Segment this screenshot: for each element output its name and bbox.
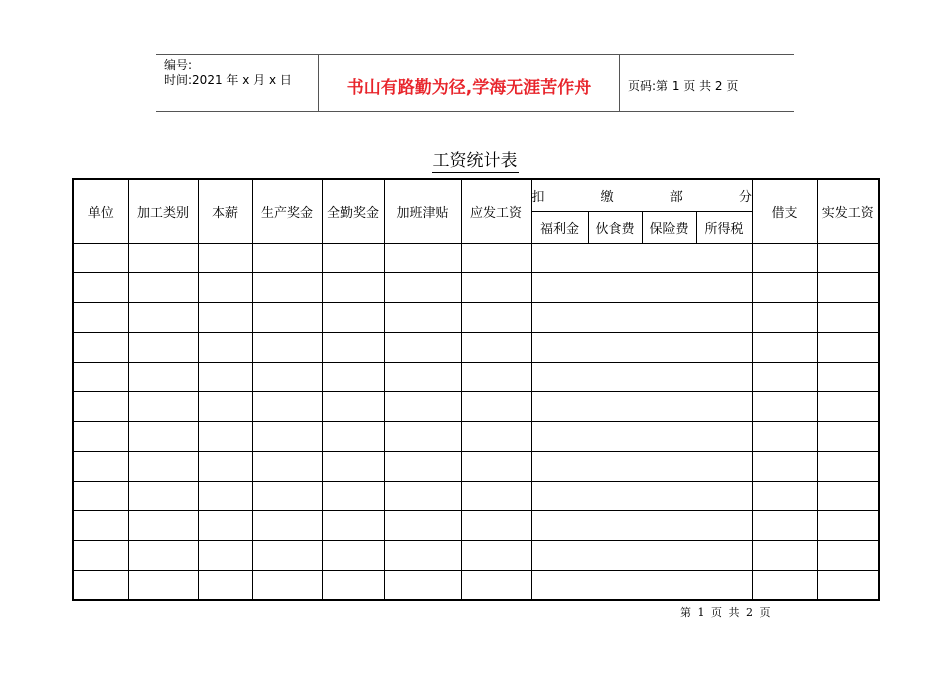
table-cell bbox=[73, 422, 128, 452]
table-cell bbox=[817, 541, 879, 571]
document-header bbox=[156, 54, 794, 112]
table-cell bbox=[322, 570, 384, 600]
table-cell bbox=[384, 570, 461, 600]
table-cell bbox=[128, 511, 198, 541]
table-cell bbox=[531, 481, 752, 511]
table-cell bbox=[73, 332, 128, 362]
table-cell bbox=[531, 451, 752, 481]
table-cell bbox=[252, 273, 322, 303]
table-cell bbox=[252, 451, 322, 481]
table-cell bbox=[322, 422, 384, 452]
table-row bbox=[73, 303, 879, 333]
table-cell bbox=[252, 570, 322, 600]
table-row bbox=[73, 451, 879, 481]
table-cell bbox=[198, 541, 252, 571]
table-cell bbox=[322, 541, 384, 571]
table-cell bbox=[384, 481, 461, 511]
table-cell bbox=[198, 303, 252, 333]
column-header-deductions: 扣 缴 部 分 bbox=[531, 179, 752, 211]
table-row bbox=[73, 511, 879, 541]
table-cell bbox=[461, 481, 531, 511]
table-cell bbox=[752, 303, 817, 333]
table-cell bbox=[384, 422, 461, 452]
table-row bbox=[73, 570, 879, 600]
table-cell bbox=[531, 511, 752, 541]
table-cell bbox=[198, 422, 252, 452]
table-cell bbox=[198, 511, 252, 541]
table-cell bbox=[73, 570, 128, 600]
table-row bbox=[73, 243, 879, 273]
document-number-label: 编号: bbox=[164, 58, 193, 72]
table-cell bbox=[73, 273, 128, 303]
column-header-meals: 伙食费 bbox=[588, 211, 642, 243]
table-cell bbox=[752, 481, 817, 511]
column-header-insurance: 保险费 bbox=[642, 211, 696, 243]
table-cell bbox=[461, 570, 531, 600]
table-cell bbox=[198, 570, 252, 600]
document-time-label: 时间:2021 年 x 月 x 日 bbox=[164, 73, 292, 87]
table-cell bbox=[384, 332, 461, 362]
table-cell bbox=[817, 511, 879, 541]
table-cell bbox=[252, 303, 322, 333]
table-cell bbox=[461, 273, 531, 303]
table-cell bbox=[198, 362, 252, 392]
table-cell bbox=[531, 570, 752, 600]
table-cell bbox=[73, 243, 128, 273]
table-cell bbox=[752, 243, 817, 273]
table-cell bbox=[384, 303, 461, 333]
table-cell bbox=[73, 392, 128, 422]
page-footer: 第 1 页 共 2 页 bbox=[680, 606, 771, 619]
table-cell bbox=[252, 243, 322, 273]
table-row bbox=[73, 273, 879, 303]
table-cell bbox=[752, 451, 817, 481]
table-cell bbox=[128, 451, 198, 481]
table-cell bbox=[198, 243, 252, 273]
table-cell bbox=[384, 392, 461, 422]
table-cell bbox=[322, 481, 384, 511]
table-cell bbox=[322, 332, 384, 362]
table-cell bbox=[73, 481, 128, 511]
table-cell bbox=[461, 332, 531, 362]
table-cell bbox=[198, 392, 252, 422]
table-cell bbox=[752, 332, 817, 362]
table-cell bbox=[128, 332, 198, 362]
table-row bbox=[73, 481, 879, 511]
table-cell bbox=[817, 451, 879, 481]
table-row bbox=[73, 362, 879, 392]
header-page-code: 页码:第 1 页 共 2 页 bbox=[628, 78, 739, 93]
table-cell bbox=[128, 273, 198, 303]
table-cell bbox=[461, 451, 531, 481]
table-cell bbox=[73, 362, 128, 392]
column-header-income-tax: 所得税 bbox=[696, 211, 752, 243]
column-header-welfare: 福利金 bbox=[531, 211, 588, 243]
table-cell bbox=[817, 332, 879, 362]
table-cell bbox=[252, 511, 322, 541]
column-header-base-salary: 本薪 bbox=[198, 179, 252, 243]
table-cell bbox=[461, 392, 531, 422]
table-cell bbox=[817, 243, 879, 273]
table-cell bbox=[817, 273, 879, 303]
header-motto: 书山有路勤为径,学海无涯苦作舟 bbox=[319, 55, 620, 111]
table-cell bbox=[198, 451, 252, 481]
column-header-attendance-bonus: 全勤奖金 bbox=[322, 179, 384, 243]
table-cell bbox=[531, 243, 752, 273]
table-cell bbox=[531, 273, 752, 303]
table-cell bbox=[752, 422, 817, 452]
table-cell bbox=[198, 481, 252, 511]
table-cell bbox=[128, 481, 198, 511]
table-cell bbox=[384, 243, 461, 273]
table-cell bbox=[322, 451, 384, 481]
table-cell bbox=[461, 243, 531, 273]
table-body bbox=[73, 243, 879, 600]
table-cell bbox=[322, 362, 384, 392]
table-cell bbox=[128, 362, 198, 392]
table-cell bbox=[461, 541, 531, 571]
table-cell bbox=[461, 362, 531, 392]
table-cell bbox=[128, 303, 198, 333]
column-header-gross-pay: 应发工资 bbox=[461, 179, 531, 243]
table-cell bbox=[384, 273, 461, 303]
table-cell bbox=[252, 362, 322, 392]
table-cell bbox=[752, 392, 817, 422]
table-cell bbox=[384, 362, 461, 392]
table-cell bbox=[384, 541, 461, 571]
header-info-cell bbox=[156, 55, 319, 111]
table-cell bbox=[817, 392, 879, 422]
table-cell bbox=[752, 570, 817, 600]
table-cell bbox=[128, 570, 198, 600]
table-cell bbox=[198, 332, 252, 362]
table-cell bbox=[531, 362, 752, 392]
table-cell bbox=[531, 422, 752, 452]
table-cell bbox=[198, 273, 252, 303]
table-cell bbox=[322, 273, 384, 303]
table-cell bbox=[252, 332, 322, 362]
table-cell bbox=[73, 303, 128, 333]
table-row bbox=[73, 422, 879, 452]
page-title bbox=[0, 146, 950, 171]
table-cell bbox=[817, 570, 879, 600]
table-cell bbox=[531, 332, 752, 362]
table-cell bbox=[817, 422, 879, 452]
table-cell bbox=[322, 392, 384, 422]
table-cell bbox=[752, 273, 817, 303]
column-header-overtime-allowance: 加班津贴 bbox=[384, 179, 461, 243]
column-header-loan: 借支 bbox=[752, 179, 817, 243]
table-cell bbox=[384, 451, 461, 481]
table-cell bbox=[531, 303, 752, 333]
table-row bbox=[73, 392, 879, 422]
table-cell bbox=[252, 422, 322, 452]
column-header-unit: 单位 bbox=[73, 179, 128, 243]
table-cell bbox=[752, 541, 817, 571]
table-cell bbox=[817, 303, 879, 333]
table-cell bbox=[461, 511, 531, 541]
table-cell bbox=[461, 422, 531, 452]
table-cell bbox=[461, 303, 531, 333]
table-row bbox=[73, 541, 879, 571]
table-row bbox=[73, 332, 879, 362]
table-cell bbox=[128, 541, 198, 571]
table-cell bbox=[128, 243, 198, 273]
table-cell bbox=[322, 511, 384, 541]
table-cell bbox=[128, 422, 198, 452]
table-cell bbox=[252, 392, 322, 422]
table-cell bbox=[73, 511, 128, 541]
table-cell bbox=[252, 481, 322, 511]
table-cell bbox=[817, 362, 879, 392]
salary-table bbox=[72, 178, 880, 601]
table-cell bbox=[322, 243, 384, 273]
table-cell bbox=[73, 451, 128, 481]
table-cell bbox=[322, 303, 384, 333]
table-cell bbox=[752, 362, 817, 392]
column-header-category: 加工类别 bbox=[128, 179, 198, 243]
page-title-text: 工资统计表 bbox=[432, 151, 518, 171]
table-cell bbox=[73, 541, 128, 571]
table-cell bbox=[531, 392, 752, 422]
table-cell bbox=[252, 541, 322, 571]
table-cell bbox=[531, 541, 752, 571]
column-header-net-pay: 实发工资 bbox=[817, 179, 879, 243]
table-cell bbox=[817, 481, 879, 511]
column-header-production-bonus: 生产奖金 bbox=[252, 179, 322, 243]
table-cell bbox=[384, 511, 461, 541]
table-cell bbox=[128, 392, 198, 422]
table-cell bbox=[752, 511, 817, 541]
